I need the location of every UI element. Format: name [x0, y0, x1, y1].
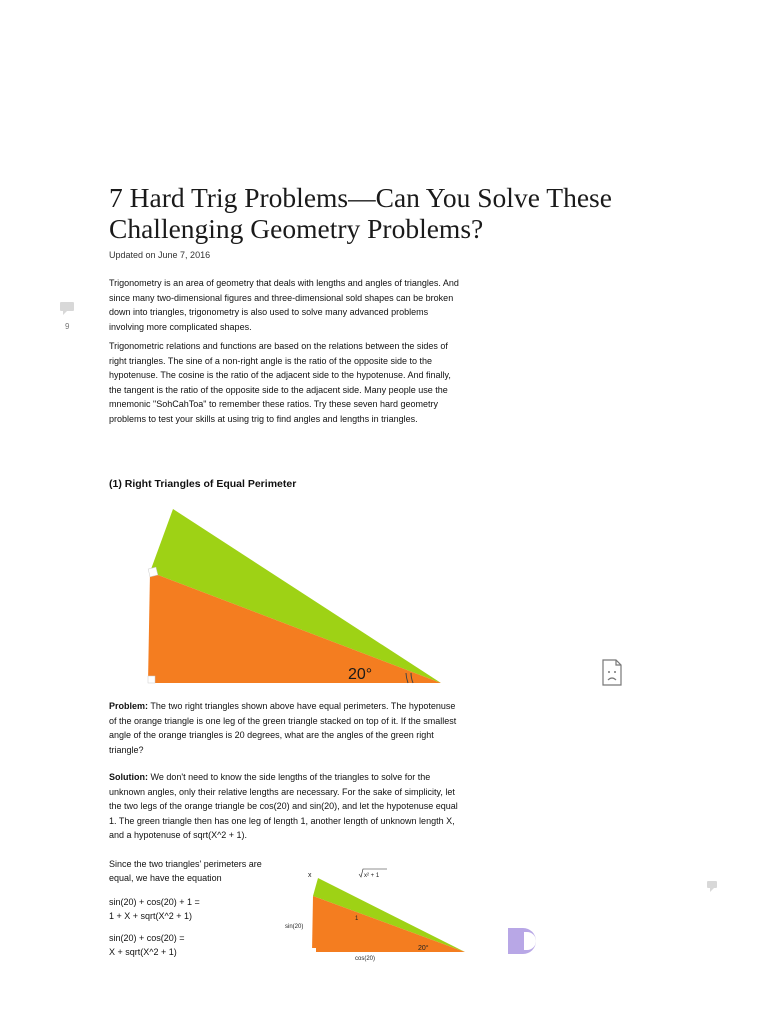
label-x: x	[308, 872, 312, 879]
intro-paragraph-1: Trigonometry is an area of geometry that deals with lengths and angles of triangles. And since many two-dimensional figures and three-dimensional sold shapes can be broken down into triangles, trigonometry is also used to solve many advanced problems involving more complicated shapes.	[109, 278, 459, 332]
problem-text: The two right triangles shown above have equal perimeters. The hypotenuse of the orange triangle is one leg of the green triangle stacked on top of it. If the smallest angle of the orange triangles is 20 degrees, what are the angles of the green right triangle?	[109, 701, 457, 755]
triangle-figure-2	[283, 864, 473, 964]
page-title	[109, 182, 649, 244]
orange-triangle-small	[312, 896, 465, 952]
section-heading: (1) Right Triangles of Equal Perimeter	[109, 478, 297, 490]
comment-icon[interactable]	[60, 302, 74, 311]
comment-count[interactable]: 9	[65, 322, 70, 331]
equation-1	[109, 895, 279, 923]
label-one: 1	[355, 916, 359, 922]
problem-label: Problem:	[109, 701, 149, 711]
triangle-figure-1	[140, 505, 450, 685]
solution-label: Solution:	[109, 772, 148, 782]
title-line-2: Challenging Geometry Problems?	[109, 213, 484, 244]
equation-2-line-1: sin(20) + cos(20) =	[109, 933, 185, 943]
right-angle-marker-bottom	[148, 676, 155, 683]
equation-intro: Since the two triangles' perimeters are equal, we have the equation	[109, 859, 262, 883]
intro-paragraph-2: Trigonometric relations and functions are based on the relations between the sides of right triangles. The sine of a non-right angle is the ratio of the opposite side to the hypotenuse. The cosine is the ratio of the adjacent side to the hypotenuse. And finally, the tangent is the ratio of the opposite side to the adjacent side. Many people use the mnemonic "SohCahToa" to remember these ratios. Try these seven hard geometry problems to test your skills at using trig to find angles and lengths in triangles.	[109, 341, 451, 424]
right-angle-marker-small	[312, 948, 316, 952]
angle-label: 20°	[348, 666, 373, 683]
sad-page-icon[interactable]	[600, 658, 624, 688]
updated-date: Updated on June 7, 2016	[109, 250, 211, 260]
title-line-1: 7 Hard Trig Problems—Can You Solve These	[109, 182, 612, 213]
label-sin: sin(20)	[285, 924, 304, 930]
problem-paragraph	[109, 699, 465, 757]
label-hypotenuse: x² + 1	[364, 873, 380, 879]
solution-text: We don't need to know the side lengths of the triangles to solve for the unknown angles, only their relative lengths are necessary. For the sake of simplicity, let the two legs of the orange triangle be cos(20) and sin(20), and let the hypotenuse equal 1. The green triangle then has one leg of length 1, another length of unknown length X, and a hypotenuse of sqrt(X^2 + 1).	[109, 772, 458, 840]
right-angle-marker	[148, 567, 158, 577]
solution-paragraph	[109, 770, 465, 843]
label-cos: cos(20)	[355, 956, 376, 962]
equation-1-line-2: 1 + X + sqrt(X^2 + 1)	[109, 911, 193, 921]
article-header	[109, 182, 649, 260]
comment-icon[interactable]	[707, 881, 717, 888]
equation-1-line-1: sin(20) + cos(20) + 1 =	[109, 897, 200, 907]
label-angle-small: 20°	[418, 945, 429, 952]
equation-2	[109, 931, 279, 959]
equation-2-line-2: X + sqrt(X^2 + 1)	[109, 947, 177, 957]
